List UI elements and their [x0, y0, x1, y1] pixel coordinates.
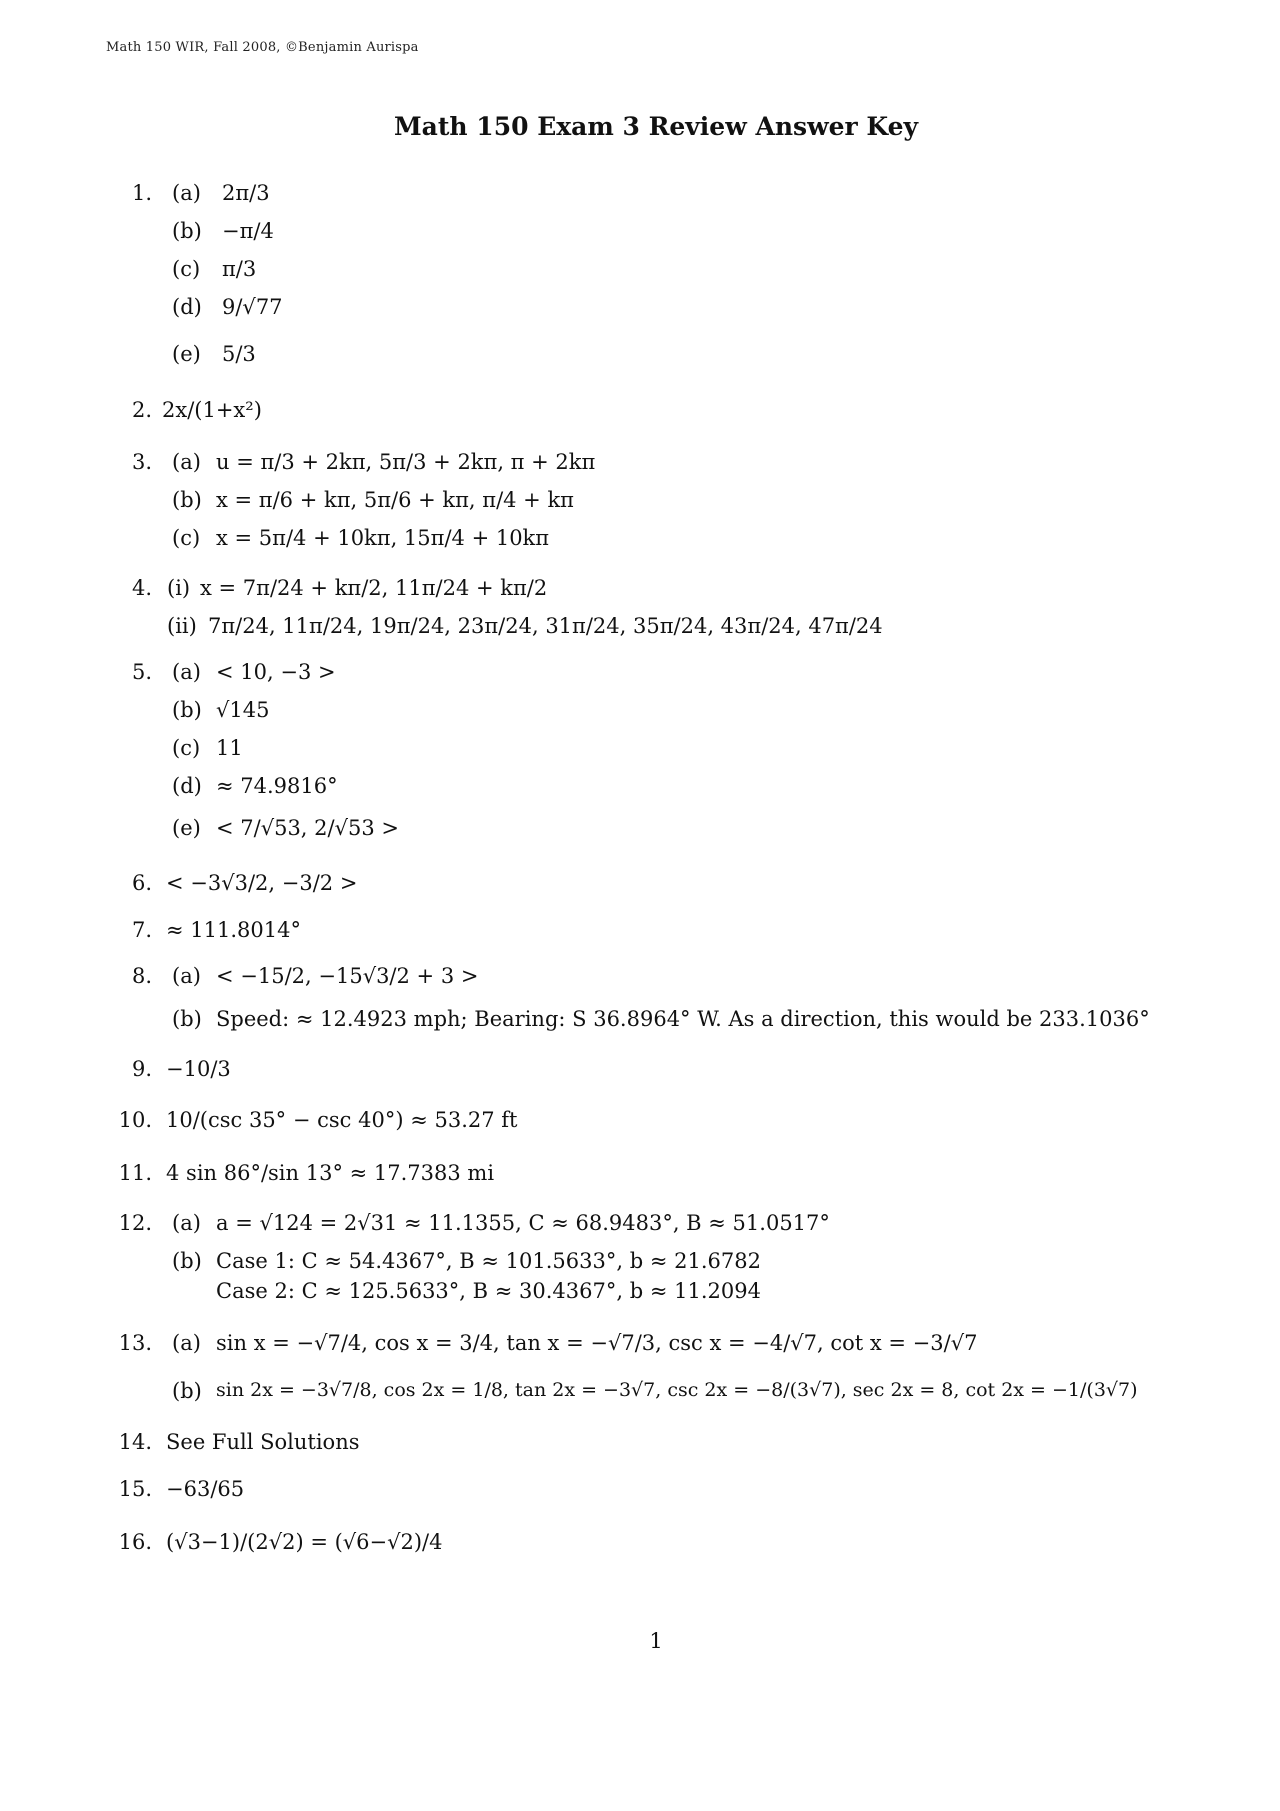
page-title: Math 150 Exam 3 Review Answer Key: [394, 112, 918, 141]
answer-7-value: ≈ 111.8014°: [166, 918, 301, 942]
answer-number: 9.: [131, 1057, 152, 1081]
answer-6-value: < −3√3/2, −3/2 >: [166, 871, 358, 895]
answer-12a-value: a = √124 = 2√31 ≈ 11.1355, C ≈ 68.9483°, B ≈ 51.0517°: [216, 1211, 830, 1235]
answer-2-value: 2x/(1+x²): [162, 398, 262, 422]
answer-11-value: 4 sin 86°/sin 13° ≈ 17.7383 mi: [166, 1161, 495, 1185]
answer-number: 14.: [118, 1430, 152, 1454]
part-label: (a): [172, 1211, 201, 1235]
part-label: (c): [172, 736, 201, 760]
answer-1d-value: 9/√77: [222, 295, 283, 319]
answer-15-value: −63/65: [166, 1477, 245, 1501]
answer-number: 8.: [131, 964, 152, 988]
answer-5e-value: < 7/√53, 2/√53 >: [216, 816, 399, 840]
answer-number: 4.: [131, 576, 152, 600]
answer-16-value: (√3−1)/(2√2) = (√6−√2)/4: [166, 1530, 443, 1554]
answer-3c-value: x = 5π/4 + 10kπ, 15π/4 + 10kπ: [216, 526, 550, 550]
part-label: (b): [172, 1379, 202, 1403]
page-number: 1: [649, 1629, 663, 1653]
answer-5b-value: √145: [216, 698, 270, 722]
answer-12b-case2-value: Case 2: C ≈ 125.5633°, B ≈ 30.4367°, b ≈ 11.2094: [216, 1279, 761, 1303]
answer-13a-value: sin x = −√7/4, cos x = 3/4, tan x = −√7/3, csc x = −4/√7, cot x = −3/√7: [216, 1331, 978, 1355]
answer-number: 5.: [131, 660, 152, 684]
answer-number: 13.: [118, 1331, 152, 1355]
answer-number: 2.: [131, 398, 152, 422]
answer-10-value: 10/(csc 35° − csc 40°) ≈ 53.27 ft: [166, 1108, 518, 1132]
answer-number: 1.: [131, 181, 152, 205]
answer-3b-value: x = π/6 + kπ, 5π/6 + kπ, π/4 + kπ: [216, 488, 574, 512]
part-label: (a): [172, 181, 201, 205]
answer-number: 6.: [131, 871, 152, 895]
answer-13b-value: sin 2x = −3√7/8, cos 2x = 1/8, tan 2x = −3√7, csc 2x = −8/(3√7), sec 2x = 8, cot 2x = −1/(3√7): [216, 1379, 1138, 1401]
answer-number: 12.: [118, 1211, 152, 1235]
part-label: (e): [172, 342, 201, 366]
answer-12b-case1-value: Case 1: C ≈ 54.4367°, B ≈ 101.5633°, b ≈ 21.6782: [216, 1249, 761, 1273]
part-label: (b): [172, 488, 202, 512]
answer-1e-value: 5/3: [222, 342, 256, 366]
part-label: (a): [172, 660, 201, 684]
answer-3a-value: u = π/3 + 2kπ, 5π/3 + 2kπ, π + 2kπ: [216, 450, 596, 474]
answer-1c-value: π/3: [222, 257, 257, 281]
part-label: (b): [172, 1249, 202, 1273]
part-label: (b): [172, 698, 202, 722]
answer-number: 16.: [118, 1530, 152, 1554]
part-label: (e): [172, 816, 201, 840]
part-label: (d): [172, 295, 202, 319]
answer-number: 7.: [131, 918, 152, 942]
answer-8a-value: < −15/2, −15√3/2 + 3 >: [216, 964, 479, 988]
answer-5a-value: < 10, −3 >: [216, 660, 336, 684]
answer-number: 3.: [131, 450, 152, 474]
answer-8b-value: Speed: ≈ 12.4923 mph; Bearing: S 36.8964° W. As a direction, this would be 233.1036°: [216, 1007, 1150, 1031]
part-label: (c): [172, 526, 201, 550]
part-label: (i): [167, 576, 191, 600]
running-header: Math 150 WIR, Fall 2008, ©Benjamin Aurispa: [106, 40, 419, 55]
answer-5d-value: ≈ 74.9816°: [216, 774, 338, 798]
answer-14-value: See Full Solutions: [166, 1430, 360, 1454]
answer-4ii-value: 7π/24, 11π/24, 19π/24, 23π/24, 31π/24, 35π/24, 43π/24, 47π/24: [208, 614, 883, 638]
answer-number: 11.: [118, 1161, 152, 1185]
part-label: (b): [172, 219, 202, 243]
part-label: (a): [172, 964, 201, 988]
answer-number: 15.: [118, 1477, 152, 1501]
part-label: (b): [172, 1007, 202, 1031]
answer-5c-value: 11: [216, 736, 243, 760]
part-label: (a): [172, 450, 201, 474]
part-label: (c): [172, 257, 201, 281]
part-label: (d): [172, 774, 202, 798]
answer-4i-value: x = 7π/24 + kπ/2, 11π/24 + kπ/2: [200, 576, 548, 600]
answer-9-value: −10/3: [166, 1057, 231, 1081]
answer-number: 10.: [118, 1108, 152, 1132]
part-label: (ii): [167, 614, 197, 638]
answer-1b-value: −π/4: [222, 219, 274, 243]
answer-1a-value: 2π/3: [222, 181, 270, 205]
part-label: (a): [172, 1331, 201, 1355]
